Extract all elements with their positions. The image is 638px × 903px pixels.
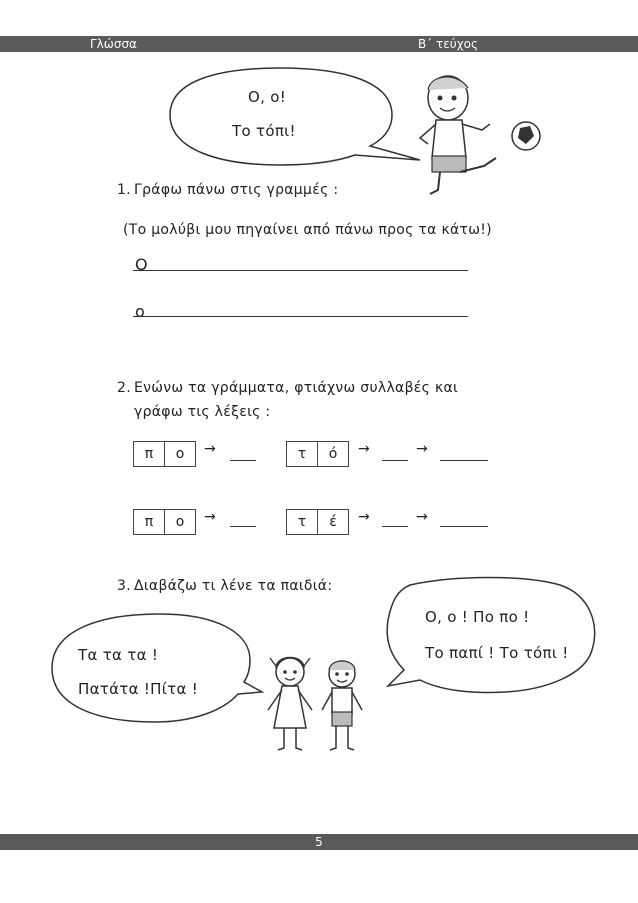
exercise3-number: 3. xyxy=(117,578,131,594)
letter-cell: τ xyxy=(287,510,318,534)
exercise2-instruction-line1: Ενώνω τα γράμματα, φτιάχνω συλλαβές και xyxy=(134,380,459,396)
letter-cell: π xyxy=(134,510,165,534)
arrow-icon: → xyxy=(204,509,216,525)
left-bubble-line2: Πατάτα !Πίτα ! xyxy=(78,680,199,698)
arrow-icon: → xyxy=(358,509,370,525)
exercise1-note: (Το μολύβι μου πηγαίνει από πάνω προς τα κάτω!) xyxy=(123,222,492,238)
letter-cell: ό xyxy=(328,446,338,462)
letter-cell: ο xyxy=(175,446,185,462)
footer-bar xyxy=(0,834,638,850)
arrow-icon: → xyxy=(416,509,428,525)
intro-bubble-line1: Ο, ο! xyxy=(248,88,287,106)
exercise2-instruction-line2: γράφω τις λέξεις : xyxy=(134,404,271,420)
intro-bubble-line2: Το τόπι! xyxy=(232,122,296,140)
exercise1-lowercase-letter: ο xyxy=(135,302,146,321)
arrow-icon: → xyxy=(416,441,428,457)
exercise1-instruction: Γράφω πάνω στις γραμμές : xyxy=(134,182,339,198)
arrow-icon: → xyxy=(204,441,216,457)
arrow-icon: → xyxy=(358,441,370,457)
header-volume: Β΄ τεύχος xyxy=(418,37,479,51)
letter-cell: ο xyxy=(175,514,185,530)
right-bubble-line2: Το παπί ! Το τόπι ! xyxy=(425,644,569,662)
exercise1-number: 1. xyxy=(117,182,131,198)
exercise3-instruction: Διαβάζω τι λένε τα παιδιά: xyxy=(134,578,333,594)
letter-cell: π xyxy=(134,442,165,466)
exercise2-number: 2. xyxy=(117,380,131,396)
two-children-illustration xyxy=(262,650,372,760)
left-bubble-line1: Τα τα τα ! xyxy=(78,646,159,664)
exercise1-uppercase-letter: Ο xyxy=(135,255,148,274)
header-subject: Γλώσσα xyxy=(90,37,137,51)
letter-cell: τ xyxy=(287,442,318,466)
letter-cell: έ xyxy=(329,514,337,530)
right-bubble-line1: Ο, ο ! Πο πο ! xyxy=(425,608,530,626)
page-number: 5 xyxy=(315,835,323,849)
